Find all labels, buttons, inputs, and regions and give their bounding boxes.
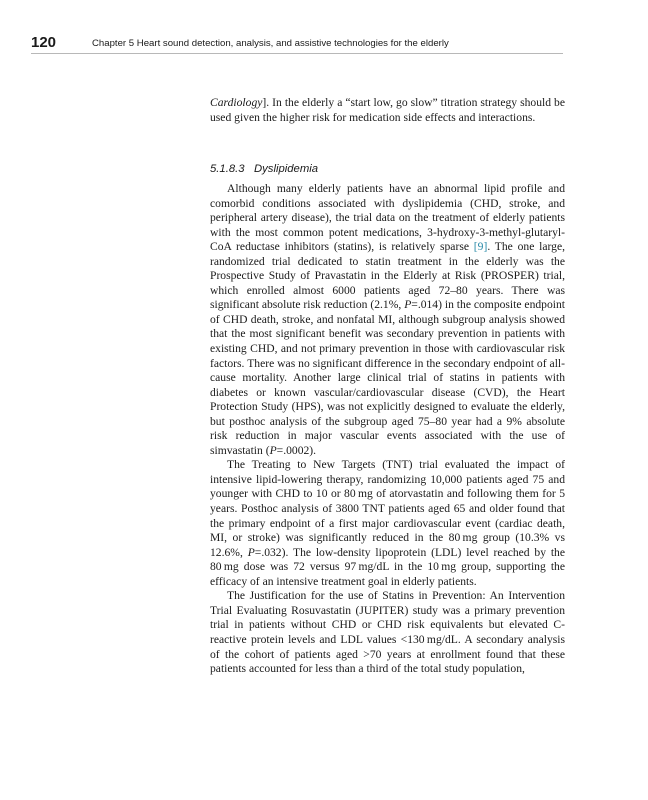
citation-link[interactable]: [9]: [473, 240, 488, 254]
paragraph-1-part-a: Although many elderly patients have an abnormal lipid profile and comorbid conditions associated with dyslipidemia (CHD, stroke, and peripheral artery disease), the trial data on the treatment of elderly patients with the most common potent medications, 3-hydroxy-3-methyl-glutaryl-CoA reductase inhibitors (statins), is relatively sparse: [210, 182, 565, 254]
p-value-symbol: P: [404, 298, 412, 312]
section-body: [210, 182, 565, 677]
p-value-symbol: P: [247, 545, 255, 559]
section-title: Dyslipidemia: [253, 163, 319, 175]
p-value-symbol: P: [269, 443, 277, 457]
page-number: 120: [31, 34, 57, 51]
italic-term: Cardiology: [210, 96, 263, 109]
paragraph-3: [210, 589, 565, 676]
paragraph-3-text: The Justification for the use of Statins in Prevention: An Intervention Trial Evaluating Rosuvastatin (JUPITER) study was a primary prevention trial in patients without CHD or CHD risk equivalents but elevated C-reactive protein levels and LDL values <130 mg/dL. A secondary analysis of the cohort of patients aged >70 years at enrollment found that these patients accounted for less than a third of the total study population,: [210, 589, 565, 676]
paragraph-1-part-b: . The one large, randomized trial dedicated to statin treatment in the elderly was the Prospective Study of Pravastatin in the Elderly at Risk (PROSPER) trial, which enrolled almost 6000 patients aged 72–80 years. There was significant absolute risk reduction (2.1%,: [210, 240, 566, 312]
paragraph-1-part-d: =.0002).: [276, 443, 317, 457]
continuation-text: [210, 96, 565, 125]
section-heading: [210, 163, 318, 175]
continuation-body: ]. In the elderly a “start low, go slow” titration strategy should be used given the higher risk for medication side effects and interactions.: [210, 96, 565, 124]
section-number: 5.1.8.3: [210, 163, 245, 175]
paragraph-2-part-a: The Treating to New Targets (TNT) trial evaluated the impact of intensive lipid-lowering therapy, randomizing 10,000 patients aged 75 and younger with CHD to 10 or 80 mg of atorvastatin and following them for 5 years. Posthoc analysis of 3800 TNT patients aged 65 and older found that the primary endpoint of a first major cardiovascular event (cardiac death, MI, or stroke) was significantly reduced in the 80 mg group (10.3% vs 12.6%,: [210, 458, 565, 559]
paragraph-2: [210, 458, 565, 589]
page-header: [31, 35, 563, 54]
running-head: Chapter 5 Heart sound detection, analysis, and assistive technologies for the elderly: [92, 38, 449, 49]
continuation-paragraph: [210, 96, 565, 125]
paragraph-1-part-c: =.014) in the composite endpoint of CHD death, stroke, and nonfatal MI, although subgroup analysis showed that the most significant benefit was secondary prevention in patients with existing CHD, and not primary prevention in those with cardiovascular risk factors. There was no significant difference in the secondary endpoint of all-cause mortality. Another large clinical trial of statins in patients with diabetes or known vascular/cardiovascular disease (CVD), the Heart Protection Study (HPS), was not explicitly designed to evaluate the elderly, but posthoc analysis of the subgroup aged 75–80 year had a 9% absolute risk reduction in major vascular events associated with the use of simvastatin (: [210, 298, 565, 457]
paragraph-1: [210, 182, 565, 458]
paragraph-2-part-b: =.032). The low-density lipoprotein (LDL) level reached by the 80 mg dose was 72 versus 97 mg/dL in the 10 mg group, supporting the efficacy of an intensive treatment goal in elderly patients.: [210, 545, 566, 588]
